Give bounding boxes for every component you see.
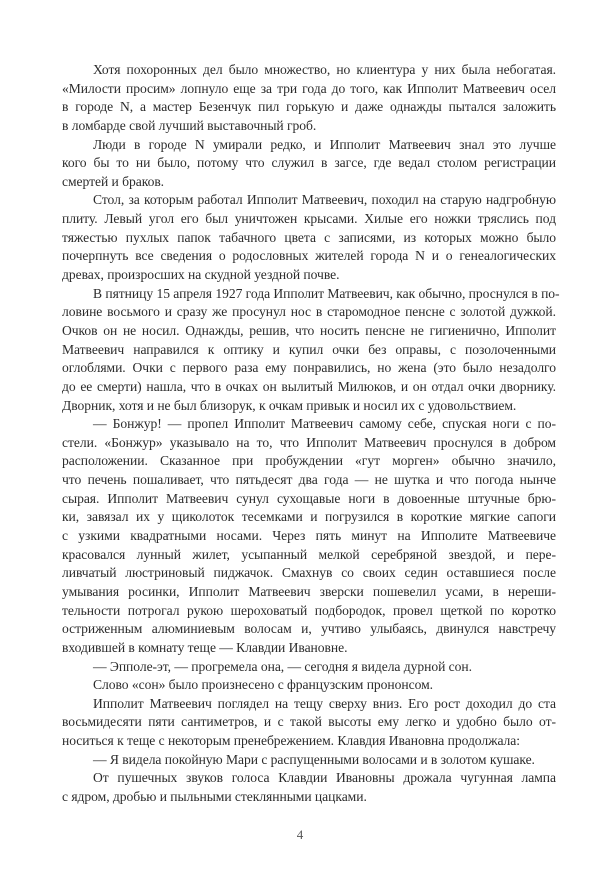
text-line: оглоблями. Очки с первого раза ему понравились, но жена (это было незадолго: [62, 360, 556, 376]
text-line: В пятницу 15 апреля 1927 года Ипполит Матвеевич, как обычно, проснулся в по-: [93, 285, 560, 301]
paragraph: [62, 285, 560, 415]
text-line: Очков он не носил. Однажды, решив, что носить пенсне не гигиенично, Ипполит: [62, 322, 556, 338]
text-line: в ломбарде свой лучший выставочный гроб.: [62, 117, 317, 133]
paragraph: [62, 676, 556, 695]
text-line: «Милости просим» лопнуло еще за три года до того, как Ипполит Матвеевич осел: [62, 80, 556, 96]
text-line: смертей и браков.: [62, 173, 165, 189]
text-line: древах, произросших на скудной уездной почве.: [62, 267, 340, 283]
text-line: Дворник, хотя и не был близорук, к очкам привык и носил их с удовольствием.: [62, 397, 517, 413]
paragraph: [62, 769, 556, 806]
text-line: расположении. Сказанное при пробуждении «гут морген» обычно значило,: [62, 453, 556, 469]
text-line: тяжестью пухлых папок табачного цвета с записями, из которых можно было: [62, 229, 556, 245]
text-line: носиться к теще с некоторым пренебрежением. Клавдия Ивановна продолжала:: [62, 733, 520, 749]
text-line: тельности потрогал рукою шероховатый подбородок, провел щеткой по коротко: [62, 602, 556, 618]
text-line: восьмидесяти пяти сантиметров, и с такой высоты ему легко и удобно было от-: [62, 714, 556, 730]
text-line: входившей в комнату теще — Клавдии Ивановне.: [62, 639, 348, 655]
text-line: Люди в городе N умирали редко, и Ипполит Матвеевич знал это лучше: [93, 136, 556, 152]
paragraph: [62, 61, 556, 136]
paragraph: [62, 751, 556, 770]
book-page-text: [62, 61, 560, 807]
text-line: почерпнуть все сведения о родословных жителей города N и о генеалогических: [62, 248, 556, 264]
paragraph: [62, 415, 556, 657]
text-line: с ядром, дробью и пыльными стеклянными цацками.: [62, 788, 367, 804]
text-line: ливчатый люстриновый пиджачок. Смахнув со своих седин оставшиеся после: [62, 565, 556, 581]
text-line: — Эпполе-эт, — прогремела она, — сегодня я видела дурной сон.: [93, 658, 472, 674]
paragraph: [62, 136, 556, 192]
text-line: с узкими квадратными носами. Через пять минут на Ипполите Матвеевиче: [62, 528, 556, 544]
paragraph: [62, 191, 556, 284]
text-line: Слово «сон» было произнесено с французским прононсом.: [93, 677, 433, 693]
paragraph: [62, 695, 556, 751]
page-number: 4: [296, 827, 304, 842]
text-line: кого бы то ни было, потому что служил в загсе, где ведал столом регистрации: [62, 155, 556, 171]
text-line: плиту. Левый угол его был уничтожен крысами. Хилые его ножки тряслись под: [62, 211, 556, 227]
text-line: Ипполит Матвеевич поглядел на тещу сверху вниз. Его рост доходил до ста: [93, 695, 556, 711]
text-line: Хотя похоронных дел было множество, но клиентура у них была небогатая.: [93, 62, 556, 77]
text-line: ловине восьмого и сразу же просунул нос в старомодное пенсне с золотой дужкой.: [62, 304, 556, 320]
text-line: в городе N, а мастер Безенчук пил горькую и даже однажды пытался заложить: [62, 99, 556, 115]
text-line: ки, завязал их у щиколоток тесемками и погрузился в короткие мягкие сапоги: [62, 509, 556, 525]
text-line: — Бонжур! — пропел Ипполит Матвеевич самому себе, спуская ноги с по-: [93, 416, 556, 432]
text-line: до ее смерти) нашла, что в очках он вылитый Милюков, и он отдал очки дворнику.: [62, 378, 556, 394]
text-line: умывания росинки, Ипполит Матвеевич зверски пошевелил усами, в нереши-: [62, 583, 556, 599]
text-line: Стол, за которым работал Ипполит Матвеевич, походил на старую надгробную: [93, 192, 556, 208]
text-line: что печень пошаливает, что пятьдесят два года — не шутка и что погода нынче: [62, 472, 556, 488]
text-line: От пушечных звуков голоса Клавдии Ивановны дрожала чугунная лампа: [93, 770, 556, 786]
text-line: остриженным алюминиевым волосам и, учтиво улыбаясь, двинулся навстречу: [62, 621, 556, 637]
text-line: Матвеевич направился к оптику и купил очки без оправы, с позолоченными: [62, 341, 556, 357]
text-line: стели. «Бонжур» указывало на то, что Ипполит Матвеевич проснулся в добром: [62, 434, 556, 450]
text-line: — Я видела покойную Мари с распущенными волосами и в золотом кушаке.: [93, 751, 535, 767]
text-line: красовался лунный жилет, усыпанный мелкой серебряной звездой, и пере-: [62, 546, 556, 562]
text-line: сырая. Ипполит Матвеевич сунул сухощавые ноги в довоенные штучные брю-: [62, 490, 556, 506]
paragraph: [62, 658, 556, 677]
